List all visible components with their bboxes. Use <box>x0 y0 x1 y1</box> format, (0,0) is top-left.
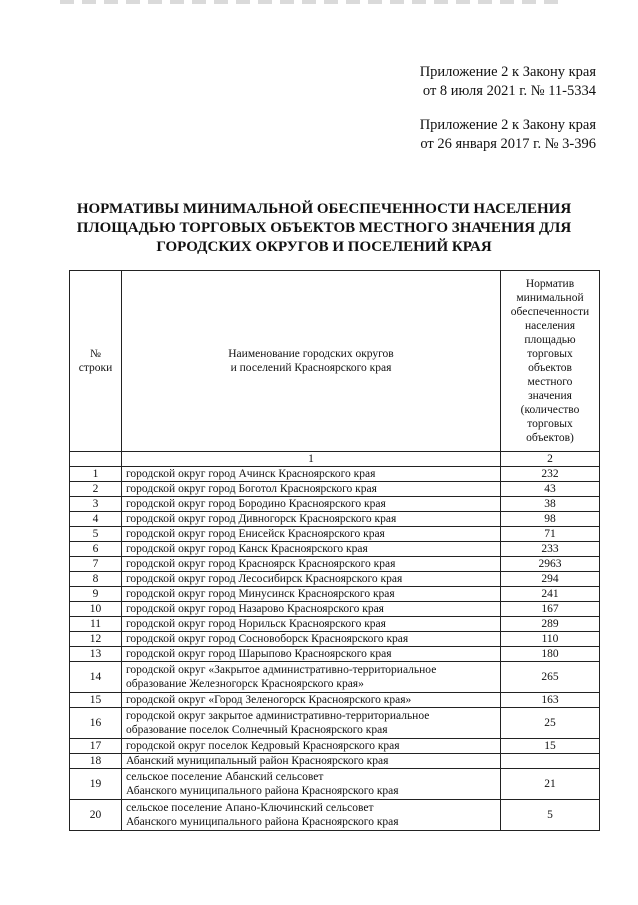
municipality-name-line: городской округ город Красноярск Красноярского края <box>126 558 396 570</box>
norm-value: 180 <box>501 647 600 662</box>
municipality-name <box>122 557 501 572</box>
municipality-name-line: образование Железногорск Красноярского края» <box>126 678 364 690</box>
table-body <box>70 467 600 831</box>
row-number: 15 <box>70 693 122 708</box>
row-number: 8 <box>70 572 122 587</box>
municipality-name-line: городской округ город Боготол Красноярского края <box>126 483 377 495</box>
table-row <box>70 572 600 587</box>
row-number: 10 <box>70 602 122 617</box>
norm-value: 265 <box>501 662 600 693</box>
municipality-name <box>122 572 501 587</box>
appendix-line: Приложение 2 к Закону края <box>419 64 596 80</box>
table-row <box>70 542 600 557</box>
norm-value: 98 <box>501 512 600 527</box>
municipality-name-line: городской округ город Шарыпово Красноярского края <box>126 648 392 660</box>
row-number: 13 <box>70 647 122 662</box>
norm-value: 43 <box>501 482 600 497</box>
municipality-name <box>122 708 501 739</box>
municipality-name-line: городской округ город Бородино Красноярского края <box>126 498 386 510</box>
row-number: 11 <box>70 617 122 632</box>
row-number: 12 <box>70 632 122 647</box>
row-number: 6 <box>70 542 122 557</box>
row-number: 4 <box>70 512 122 527</box>
municipality-name <box>122 693 501 708</box>
norm-value: 110 <box>501 632 600 647</box>
municipality-name <box>122 632 501 647</box>
table-row <box>70 632 600 647</box>
table-row <box>70 693 600 708</box>
table-row <box>70 800 600 831</box>
table-row <box>70 739 600 754</box>
municipality-name <box>122 467 501 482</box>
row-number: 16 <box>70 708 122 739</box>
municipality-name <box>122 617 501 632</box>
municipality-name <box>122 769 501 800</box>
appendix-reference-original <box>420 116 596 154</box>
municipality-name-line: городской округ город Ачинск Красноярского края <box>126 468 376 480</box>
table-row <box>70 482 600 497</box>
table-row <box>70 557 600 572</box>
municipality-name-line: Абанского муниципального района Красноярского края <box>126 785 399 797</box>
municipality-name-line: городской округ «Закрытое административно-территориальное <box>126 664 437 676</box>
norm-value: 21 <box>501 769 600 800</box>
row-number: 14 <box>70 662 122 693</box>
header-name: Наименование городских округов и поселений Красноярского края <box>122 271 501 452</box>
table-row <box>70 754 600 769</box>
table-row <box>70 467 600 482</box>
header-norm-value: Норматив минимальной обеспеченности населения площадью торговых объектов местного значения (количество торговых объектов) <box>501 271 600 452</box>
municipality-name-line: сельское поселение Абанский сельсовет <box>126 771 324 783</box>
row-number: 9 <box>70 587 122 602</box>
column-index-row <box>70 452 600 467</box>
norm-value: 2963 <box>501 557 600 572</box>
municipality-name <box>122 512 501 527</box>
scan-artifact-top <box>60 0 560 4</box>
municipality-name-line: образование поселок Солнечный Красноярского края <box>126 724 388 736</box>
appendix-date-line: от 8 июля 2021 г. № 11-5334 <box>422 83 596 99</box>
municipality-name <box>122 662 501 693</box>
row-number: 17 <box>70 739 122 754</box>
norm-value: 5 <box>501 800 600 831</box>
municipality-name-line: городской округ город Енисейск Красноярского края <box>126 528 385 540</box>
municipality-name-line: Абанский муниципальный район Красноярского края <box>126 755 389 767</box>
municipality-name-line: городской округ город Канск Красноярского края <box>126 543 368 555</box>
municipality-name <box>122 647 501 662</box>
municipality-name-line: городской округ закрытое административно-территориальное <box>126 710 430 722</box>
norm-value: 289 <box>501 617 600 632</box>
municipality-name <box>122 587 501 602</box>
municipality-name <box>122 739 501 754</box>
municipality-name <box>122 482 501 497</box>
norm-value: 71 <box>501 527 600 542</box>
municipality-name-line: городской округ город Норильск Красноярского края <box>126 618 386 630</box>
table-row <box>70 512 600 527</box>
appendix-line: Приложение 2 к Закону края <box>419 117 596 133</box>
table-row <box>70 527 600 542</box>
norm-value: 241 <box>501 587 600 602</box>
municipality-name-line: городской округ поселок Кедровый Красноярского края <box>126 740 400 752</box>
norms-table <box>69 270 600 831</box>
column-index-empty <box>70 452 122 467</box>
municipality-name <box>122 754 501 769</box>
municipality-name <box>122 800 501 831</box>
row-number: 7 <box>70 557 122 572</box>
table-row <box>70 587 600 602</box>
row-number: 18 <box>70 754 122 769</box>
column-index-name: 1 <box>122 452 501 467</box>
municipality-name <box>122 527 501 542</box>
column-index-value: 2 <box>501 452 600 467</box>
norm-value: 163 <box>501 693 600 708</box>
table-row <box>70 617 600 632</box>
municipality-name-line: городской округ город Сосновоборск Красноярского края <box>126 633 409 645</box>
norm-value: 294 <box>501 572 600 587</box>
row-number: 20 <box>70 800 122 831</box>
norm-value: 15 <box>501 739 600 754</box>
document-title <box>50 200 598 257</box>
municipality-name-line: Абанского муниципального района Красноярского края <box>126 816 399 828</box>
table-row <box>70 769 600 800</box>
norm-value: 233 <box>501 542 600 557</box>
norm-value: 232 <box>501 467 600 482</box>
appendix-date-line: от 26 января 2017 г. № 3-396 <box>420 136 596 152</box>
municipality-name-line: городской округ «Город Зеленогорск Красноярского края» <box>126 694 412 706</box>
title-line-2: ПЛОЩАДЬЮ ТОРГОВЫХ ОБЪЕКТОВ МЕСТНОГО ЗНАЧЕНИЯ ДЛЯ <box>76 220 572 236</box>
municipality-name <box>122 602 501 617</box>
title-line-1: НОРМАТИВЫ МИНИМАЛЬНОЙ ОБЕСПЕЧЕННОСТИ НАСЕЛЕНИЯ <box>76 201 572 217</box>
table-row <box>70 662 600 693</box>
table-row <box>70 497 600 512</box>
table-row <box>70 602 600 617</box>
header-row-number: № строки <box>70 271 122 452</box>
row-number: 2 <box>70 482 122 497</box>
row-number: 19 <box>70 769 122 800</box>
municipality-name-line: городской округ город Лесосибирск Красноярского края <box>126 573 403 585</box>
table-header-row <box>70 271 600 452</box>
norm-value: 38 <box>501 497 600 512</box>
row-number: 5 <box>70 527 122 542</box>
table-row <box>70 647 600 662</box>
norm-value: 167 <box>501 602 600 617</box>
norm-value: 25 <box>501 708 600 739</box>
appendix-reference-current <box>420 63 596 101</box>
row-number: 1 <box>70 467 122 482</box>
title-line-3: ГОРОДСКИХ ОКРУГОВ И ПОСЕЛЕНИЙ КРАЯ <box>156 239 492 255</box>
row-number: 3 <box>70 497 122 512</box>
table-row <box>70 708 600 739</box>
municipality-name <box>122 542 501 557</box>
municipality-name-line: городской округ город Минусинск Красноярского края <box>126 588 395 600</box>
municipality-name <box>122 497 501 512</box>
norm-value <box>501 754 600 769</box>
municipality-name-line: сельское поселение Апано-Ключинский сельсовет <box>126 802 374 814</box>
municipality-name-line: городской округ город Назарово Красноярского края <box>126 603 384 615</box>
municipality-name-line: городской округ город Дивногорск Красноярского края <box>126 513 397 525</box>
